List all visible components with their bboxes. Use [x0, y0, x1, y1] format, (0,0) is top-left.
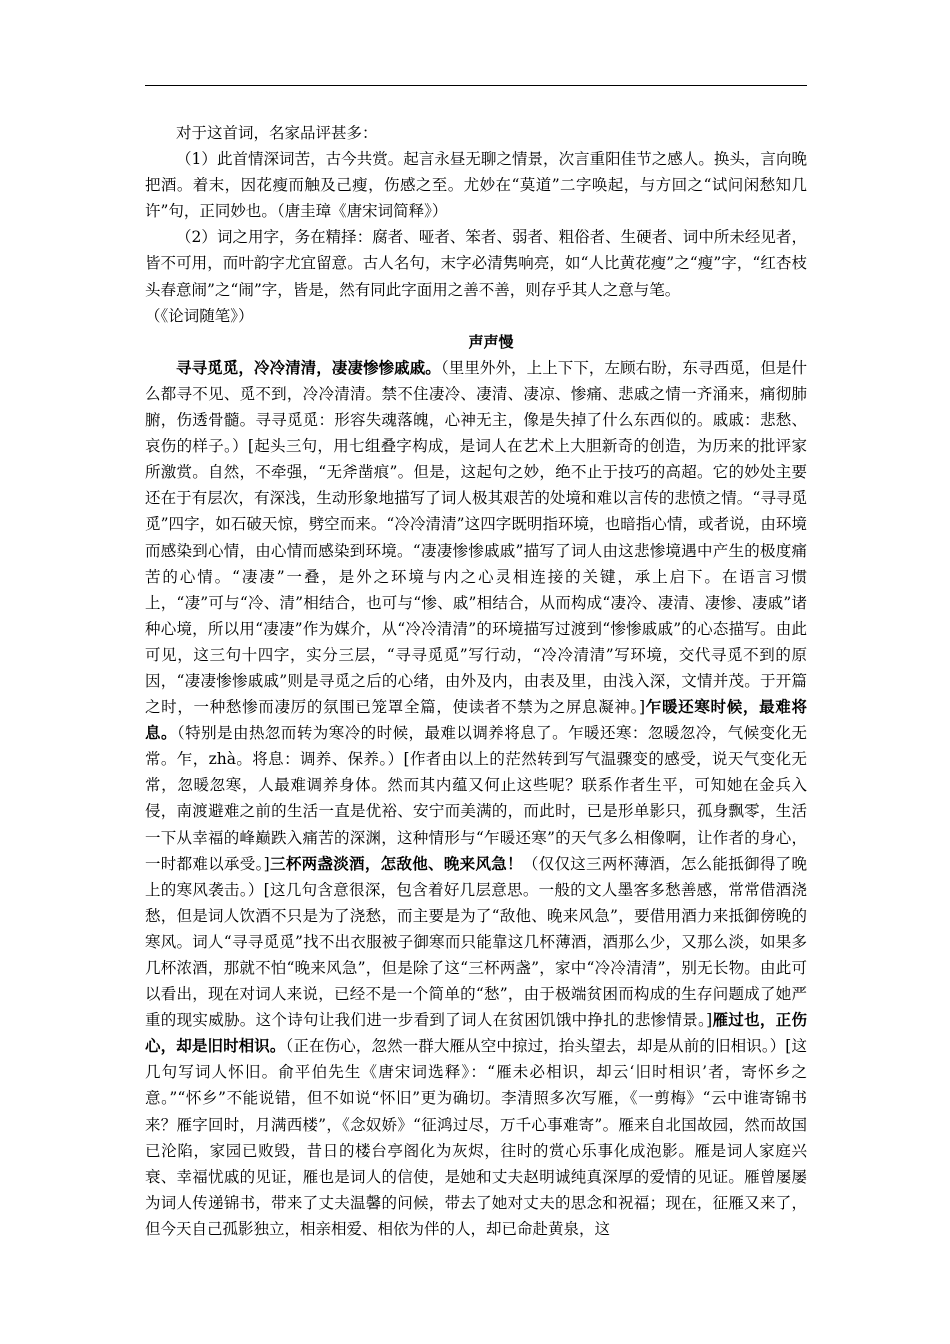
- annotation-2: （特别是由热忽而转为寒冷的时候，最难以调养将息了。乍暖还寒：忽暖忽冷，气候变化无常。乍，zhà。将息：调养、保养。）[作者由以上的茫然转到写气温骤变的感受，说天气变化无常，忽暖忽寒，人最难调养身体。然而其内蕴又何止这些呢？联系作者生平，可知她在金兵入侵，南渡避难之前的生活一直是优裕、安宁而美满的，而此时，已是形单影只，孤身飘零，生活一下从幸福的峰巅跌入痛苦的深渊，这种情形与“乍暖还寒”的天气多么相像啊，让作者的身心，一时都难以承受。]: [145, 724, 807, 873]
- annotation-1: （里里外外，上上下下，左顾右盼，东寻西觅，但是什么都寻不见、觅不到，冷冷清清。禁不住凄冷、凄清、凄凉、惨痛、悲戚之情一齐涌来，痛彻肺腑，伤透骨髓。寻寻觅觅：形容失魂落魄，心神无主，像是失掉了什么东西似的。戚戚：悲愁、哀伤的样子。）[起头三句，用七组叠字构成，是词人在艺术上大胆新奇的创造，为历来的批评家所激赏。自然，不牵强，“无斧凿痕”。但是，这起句之妙，绝不止于技巧的高超。它的妙处主要还在于有层次，有深浅，生动形象地描写了词人极其艰苦的处境和难以言传的悲愤之情。“寻寻觅觅”四字，如石破天惊，劈空而来。“冷冷清清”这四字既明指环境，也暗指心情，或者说，由环境而感染到心情，由心情而感染到环境。“凄凄惨惨戚戚”描写了词人由这悲惨境遇中产生的极度痛苦的心情。“凄凄”一叠，是外之环境与内之心灵相连接的关键，承上启下。在语言习惯上，“凄”可与“冷、清”相结合，也可与“惨、戚”相结合，从而构成“凄冷、凄清、凄惨、凄戚”诸种心境，所以用“凄凄”作为媒介，从“冷冷清清”的环境描写过渡到“惨惨戚戚”的心态描写。由此可见，这三句十四字，实分三层，“寻寻觅觅”写行动，“冷冷清清”写环境，交代寻觅不到的原因，“凄凄惨惨戚戚”则是寻觅之后的心绪，由外及内，由表及里，由浅入深，文情并茂。于开篇之时，一种愁惨而凄厉的氛围已笼罩全篇，使读者不禁为之屏息凝神。]: [145, 358, 807, 717]
- comment-2-source: （《论词随笔》）: [145, 306, 254, 325]
- annotation-paragraph: [145, 355, 807, 1242]
- verse-line-4: 雁过也，正伤心，却是旧时相识。: [145, 1010, 807, 1056]
- annotation-3: （仅仅这三两杯薄酒，怎么能抵御得了晚上的寒风袭击。）[这几句含意很深，包含着好几层意思。一般的文人墨客多愁善感，常常借酒浇愁，但是词人饮酒不只是为了浇愁，而主要是为了“敌他、晚来风急”，要借用酒力来抵御傍晚的寒风。词人“寻寻觅觅”找不出衣服被子御寒而只能靠这几杯薄酒，酒那么少，又那么淡，如果多几杯浓酒，那就不怕“晚来风急”，但是除了这“三杯两盏”，家中“冷冷清清”，别无长物。由此可以看出，现在对词人来说，已经不是一个简单的“愁”，由于极端贫困而构成的生存问题成了她严重的现实威胁。这个诗句让我们进一步看到了词人在贫困饥饿中挣扎的悲惨情景。]: [145, 854, 807, 1030]
- document-body: [145, 120, 807, 1242]
- intro-paragraph: 对于这首词，名家品评甚多：: [176, 124, 378, 142]
- poem-title: 声声慢: [468, 332, 514, 351]
- header-rule: [145, 85, 807, 86]
- annotation-4: （正在伤心，忽然一群大雁从空中掠过，抬头望去，却是从前的旧相识。）[这几句写词人怀旧。俞平伯先生《唐宋词选释》：“雁未必相识，却云‘旧时相识’者，寄怀乡之意。”“怀乡”不能说错，但不如说“怀旧”更为确切。李清照多次写雁，《一剪梅》“云中谁寄锦书来？雁字回时，月满西楼”，《念奴娇》“征鸿过尽，万千心事难寄”。雁来自北国故园，然而故国已沦陷，家园已败毁，昔日的楼台亭阁化为灰烬，往时的赏心乐事化成泡影。雁是词人家庭兴衰、幸福忧戚的见证，雁也是词人的信使，是她和丈夫赵明诚纯真深厚的爱情的见证。雁曾屡屡为词人传递锦书，带来了丈夫温馨的问候，带去了她对丈夫的思念和祝福；现在，征雁又来了，但今天自己孤影独立，相亲相爱、相依为伴的人，却已命赴黄泉，这: [145, 1037, 807, 1238]
- verse-line-3: 三杯两盏淡酒，怎敌他、晚来风急！: [269, 853, 523, 873]
- verse-line-1: 寻寻觅觅，冷冷清清，凄凄惨惨戚戚。: [176, 357, 441, 377]
- verse-line-2: 乍暖还寒时候，最难将息。: [145, 697, 807, 743]
- comment-1-paragraph: （1）此首情深词苦，古今共赏。起言永昼无聊之情景，次言重阳佳节之感人。换头，言向晚把酒。着末，因花瘦而触及己瘦，伤感之至。尤妙在“莫道”二字唤起，与方回之“试问闲愁知几许”句，正同妙也。（唐圭璋《唐宋词简释》）: [145, 150, 807, 221]
- comment-2-paragraph: （2）词之用字，务在精择：腐者、哑者、笨者、弱者、粗俗者、生硬者、词中所未经见者，皆不可用，而叶韵字尤宜留意。古人名句，末字必清隽响亮，如“人比黄花瘦”之“瘦”字，“红杏枝头春意闹”之“闹”字，皆是，然有同此字面用之善不善，则存乎其人之意与笔。: [145, 228, 807, 299]
